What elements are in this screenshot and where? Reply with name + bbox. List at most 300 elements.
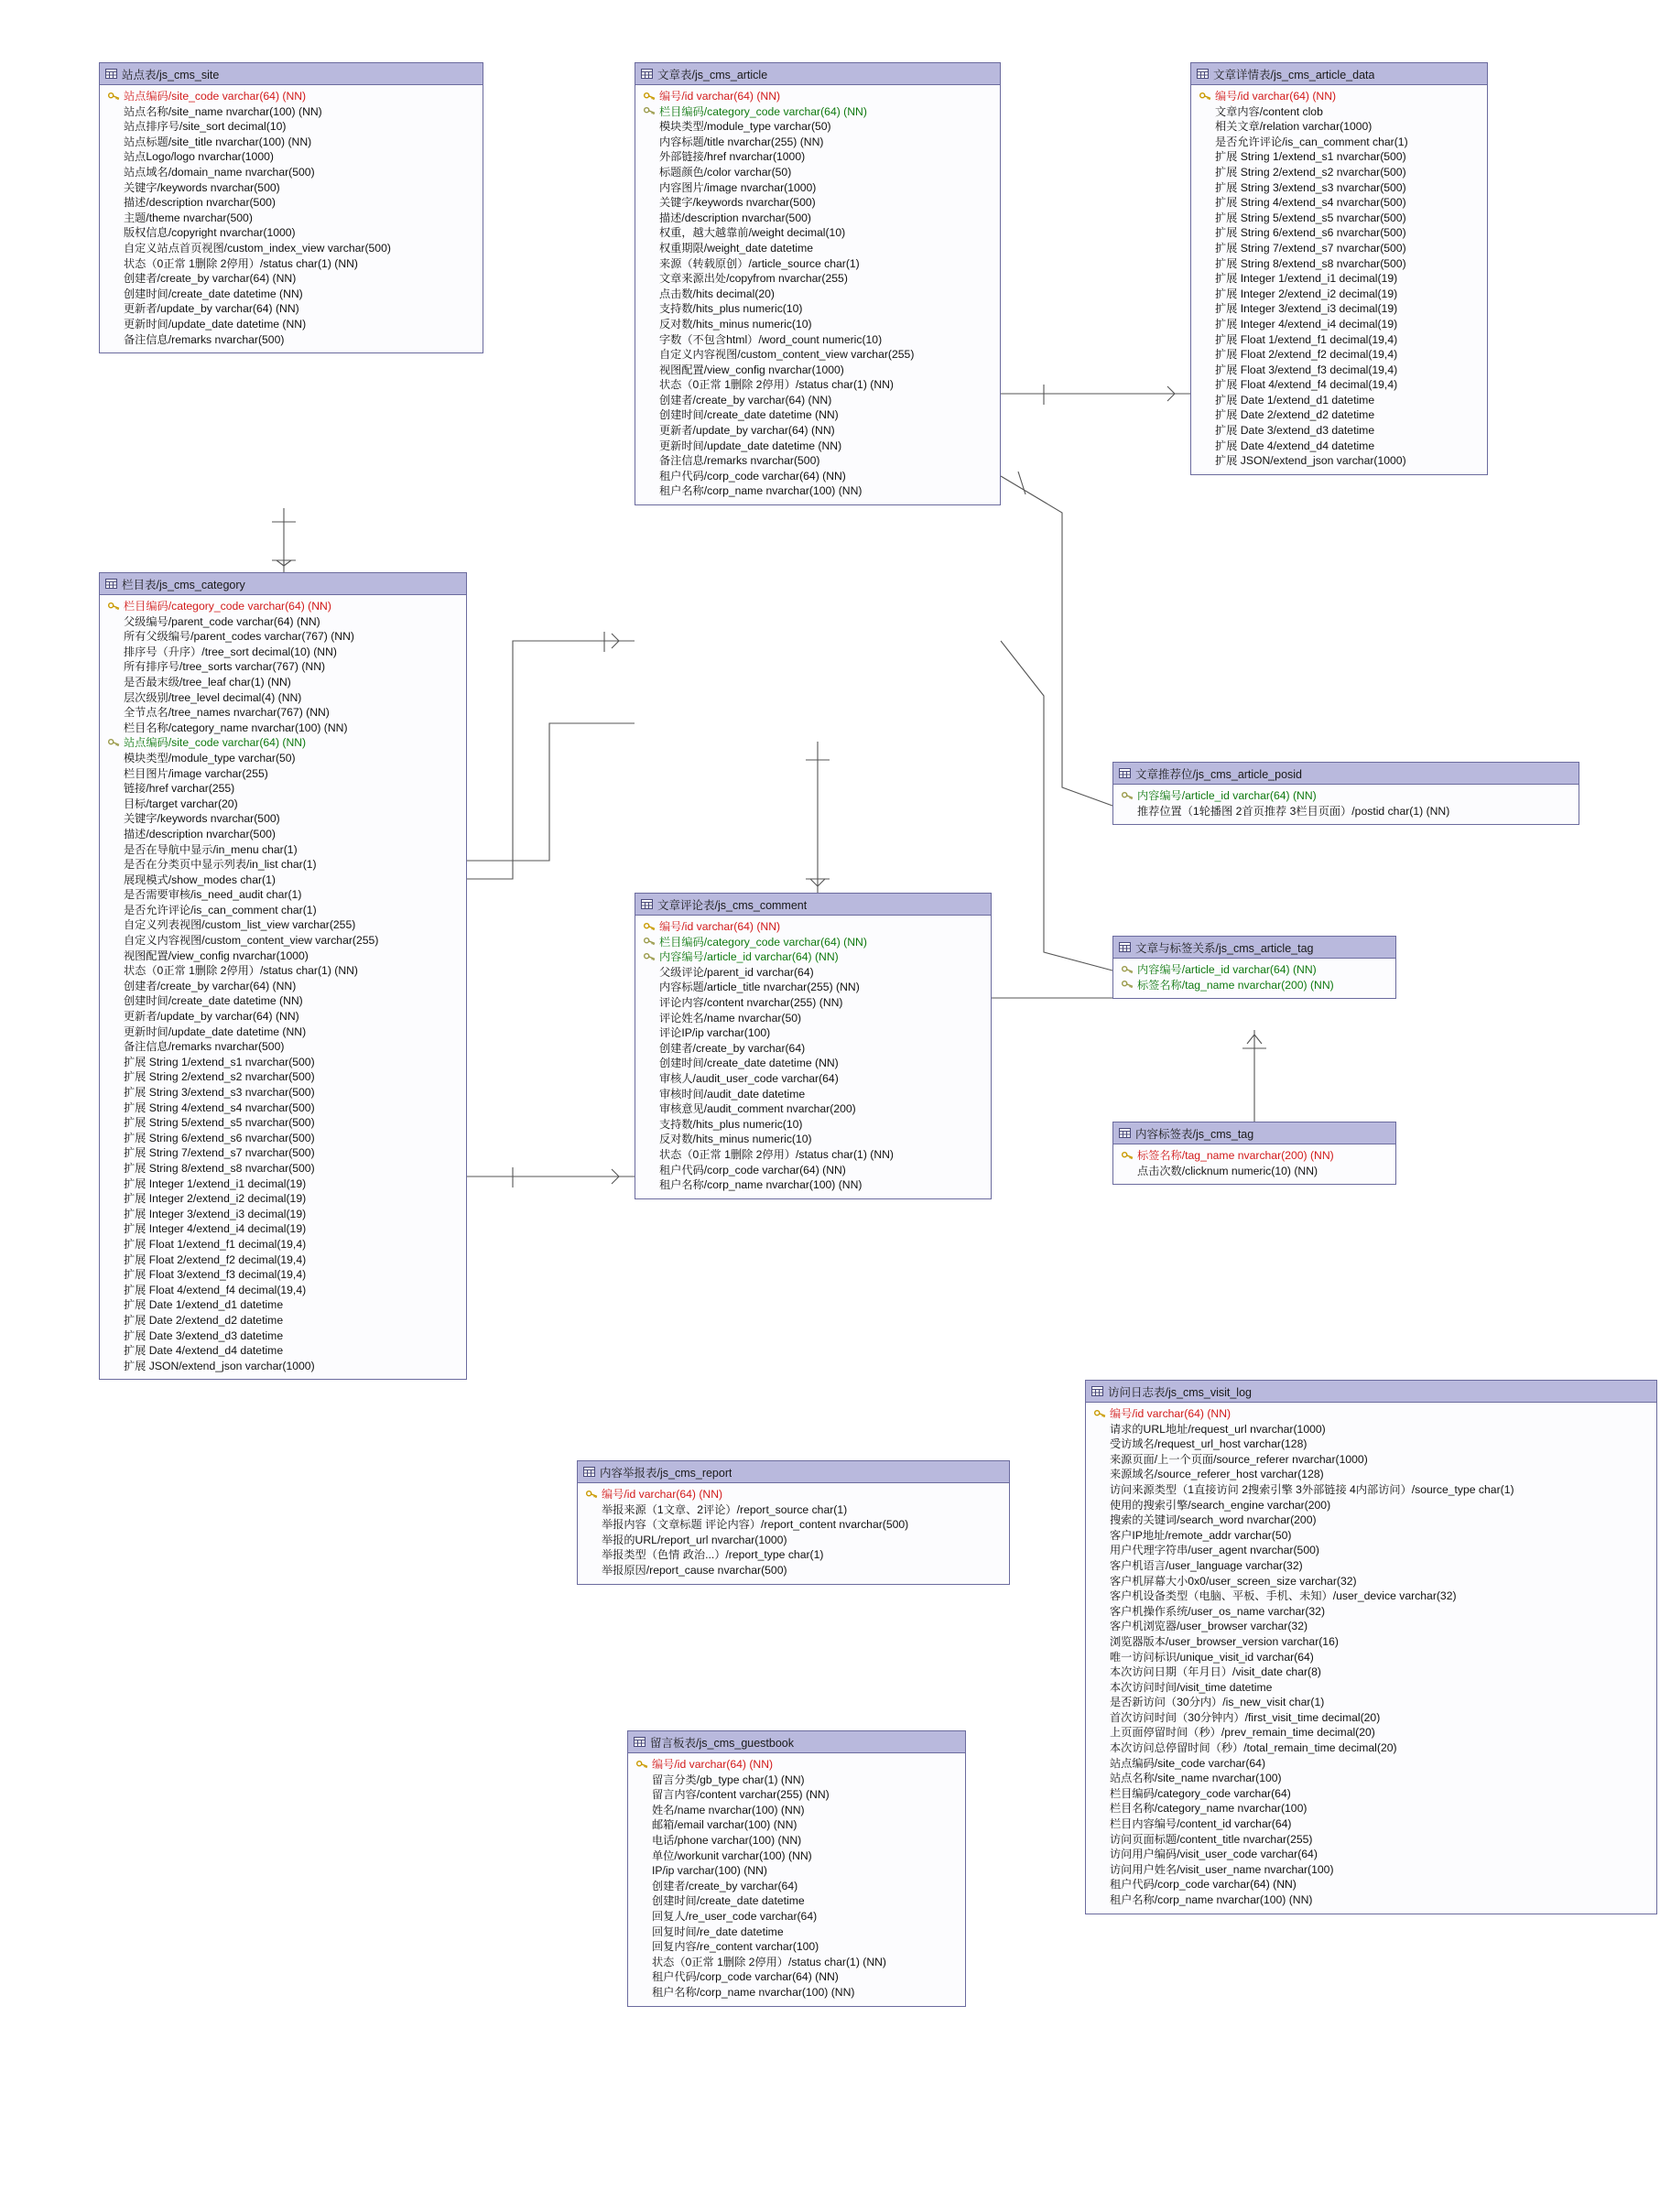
field-label: 客户机浏览器/user_browser varchar(32) xyxy=(1110,1620,1308,1633)
field-label: 扩展 Integer 2/extend_i2 decimal(19) xyxy=(124,1192,307,1206)
table-icon xyxy=(1119,768,1131,778)
field-label: 扩展 String 1/extend_s1 nvarchar(500) xyxy=(1215,150,1406,164)
field-icon-spacer xyxy=(632,1863,652,1879)
key-icon xyxy=(103,89,124,104)
entity-table-visit_log[interactable] xyxy=(1085,1380,1657,1914)
field-row xyxy=(635,1087,991,1102)
field-icon-spacer xyxy=(103,781,124,797)
key-icon xyxy=(639,89,659,104)
field-label: 扩展 String 5/extend_s5 nvarchar(500) xyxy=(1215,211,1406,224)
field-icon-spacer xyxy=(103,1283,124,1298)
field-row xyxy=(1086,1467,1656,1482)
field-label: 姓名/name nvarchar(100) (NN) xyxy=(652,1803,805,1816)
field-icon-spacer xyxy=(639,965,659,981)
field-row xyxy=(100,104,483,120)
field-icon-spacer xyxy=(1195,104,1215,120)
field-row xyxy=(1191,423,1487,439)
field-label: 创建者/create_by varchar(64) xyxy=(652,1879,798,1892)
field-icon-spacer xyxy=(103,690,124,706)
field-icon-spacer xyxy=(1090,1482,1110,1498)
field-row xyxy=(100,659,466,675)
key-icon xyxy=(1090,1406,1110,1422)
field-row xyxy=(635,149,1000,165)
field-label: 扩展 Integer 3/extend_i3 decimal(19) xyxy=(1215,302,1398,316)
field-label: 父级评论/parent_id varchar(64) xyxy=(659,965,814,979)
field-label: 评论IP/ip varchar(100) xyxy=(659,1026,771,1040)
entity-title: 内容标签表/js_cms_tag xyxy=(1135,1127,1254,1141)
field-row xyxy=(635,407,1000,423)
field-icon-spacer xyxy=(1090,1498,1110,1513)
field-row xyxy=(100,887,466,903)
field-label: 备注信息/remarks nvarchar(500) xyxy=(124,1040,285,1054)
field-label: 扩展 Date 2/extend_d2 datetime xyxy=(1215,408,1375,422)
entity-header-tag[interactable] xyxy=(1113,1122,1395,1144)
field-row xyxy=(635,332,1000,348)
field-label: 本次访问日期（年月日）/visit_date char(8) xyxy=(1110,1665,1321,1679)
field-icon-spacer xyxy=(639,363,659,378)
field-label: 扩展 Integer 4/extend_i4 decimal(19) xyxy=(1215,317,1398,331)
field-label: 创建者/create_by varchar(64) (NN) xyxy=(659,393,832,407)
field-row xyxy=(1191,135,1487,150)
field-label: 标签名称/tag_name nvarchar(200) (NN) xyxy=(1137,978,1334,992)
field-row xyxy=(635,935,991,950)
field-icon-spacer xyxy=(103,705,124,721)
entity-fields-article_tag xyxy=(1113,959,1395,998)
field-icon-spacer xyxy=(103,1145,124,1161)
field-icon-spacer xyxy=(581,1533,602,1548)
entity-fields-article_data xyxy=(1191,85,1487,474)
field-icon-spacer xyxy=(1195,256,1215,272)
field-row xyxy=(1086,1847,1656,1862)
field-label: 举报的URL/report_url nvarchar(1000) xyxy=(602,1533,787,1546)
field-row xyxy=(628,1803,965,1818)
field-row xyxy=(1086,1832,1656,1848)
field-row xyxy=(578,1487,1009,1502)
field-label: 受访域名/request_url_host varchar(128) xyxy=(1110,1437,1308,1451)
field-icon-spacer xyxy=(581,1517,602,1533)
field-label: 访问页面标题/content_title nvarchar(255) xyxy=(1110,1832,1313,1846)
field-row xyxy=(635,393,1000,408)
field-row xyxy=(1086,1695,1656,1710)
field-label: 来源页面/上一个页面/source_referer nvarchar(1000) xyxy=(1110,1452,1368,1466)
field-row xyxy=(1191,393,1487,408)
field-row xyxy=(635,135,1000,150)
entity-header-article_tag[interactable] xyxy=(1113,937,1395,959)
field-row xyxy=(628,1939,965,1955)
field-label: 栏目编码/category_code varchar(64) (NN) xyxy=(124,600,331,613)
field-label: 扩展 Integer 3/extend_i3 decimal(19) xyxy=(124,1207,307,1220)
field-icon-spacer xyxy=(1090,1832,1110,1848)
field-row xyxy=(1086,1892,1656,1908)
field-row xyxy=(100,149,483,165)
field-icon-spacer xyxy=(632,1939,652,1955)
field-label: 扩展 String 8/extend_s8 nvarchar(500) xyxy=(124,1161,315,1175)
field-row xyxy=(100,675,466,690)
field-icon-spacer xyxy=(1090,1847,1110,1862)
table-icon xyxy=(641,69,653,79)
entity-table-category[interactable] xyxy=(99,572,467,1380)
entity-header-comment[interactable] xyxy=(635,894,991,916)
field-row xyxy=(100,979,466,994)
field-row xyxy=(100,165,483,180)
field-row xyxy=(635,1011,991,1026)
field-label: 模块类型/module_type varchar(50) xyxy=(124,751,296,764)
field-icon-spacer xyxy=(1090,1710,1110,1726)
key-icon xyxy=(1117,1148,1137,1164)
field-label: 客户机操作系统/user_os_name varchar(32) xyxy=(1110,1604,1326,1618)
field-row xyxy=(635,119,1000,135)
field-label: 扩展 Date 1/extend_d1 datetime xyxy=(124,1298,284,1312)
field-row xyxy=(628,1925,965,1940)
entity-table-site[interactable] xyxy=(99,62,483,353)
key-icon xyxy=(1117,788,1137,804)
field-row xyxy=(578,1563,1009,1578)
field-row xyxy=(1086,1634,1656,1650)
field-icon-spacer xyxy=(639,469,659,484)
field-icon-spacer xyxy=(1195,180,1215,196)
field-icon-spacer xyxy=(639,225,659,241)
field-icon-spacer xyxy=(103,1191,124,1207)
field-label: 扩展 Float 4/extend_f4 decimal(19,4) xyxy=(1215,378,1398,392)
field-row xyxy=(635,423,1000,439)
field-row xyxy=(100,629,466,645)
field-icon-spacer xyxy=(639,453,659,469)
field-label: 链接/href varchar(255) xyxy=(124,782,235,796)
field-icon-spacer xyxy=(103,979,124,994)
field-row xyxy=(100,180,483,196)
field-label: 访问用户姓名/visit_user_name nvarchar(100) xyxy=(1110,1862,1334,1876)
field-label: 是否允许评论/is_can_comment char(1) xyxy=(124,903,317,916)
field-label: 租户代码/corp_code varchar(64) (NN) xyxy=(1110,1878,1297,1892)
field-icon-spacer xyxy=(103,751,124,766)
field-label: 客户IP地址/remote_addr varchar(50) xyxy=(1110,1528,1292,1542)
field-label: 租户代码/corp_code varchar(64) (NN) xyxy=(659,1163,846,1176)
field-icon-spacer xyxy=(1117,804,1137,819)
field-row xyxy=(635,1147,991,1163)
field-icon-spacer xyxy=(639,1041,659,1057)
field-label: 是否在分类页中显示列表/in_list char(1) xyxy=(124,858,317,872)
field-row xyxy=(628,1955,965,1970)
field-row xyxy=(1191,407,1487,423)
entity-table-report[interactable] xyxy=(577,1460,1010,1585)
entity-header-site[interactable] xyxy=(100,63,483,85)
field-row xyxy=(100,1025,466,1040)
field-label: 主题/theme nvarchar(500) xyxy=(124,211,253,224)
field-label: 父级编号/parent_code varchar(64) (NN) xyxy=(124,614,320,628)
field-label: 单位/workunit varchar(100) (NN) xyxy=(652,1849,812,1862)
field-label: 栏目图片/image varchar(255) xyxy=(124,766,268,780)
field-icon-spacer xyxy=(103,332,124,348)
field-icon-spacer xyxy=(1195,453,1215,469)
field-icon-spacer xyxy=(103,317,124,332)
field-row xyxy=(635,919,991,935)
field-icon-spacer xyxy=(103,211,124,226)
field-row xyxy=(1086,1877,1656,1892)
entity-table-article_posid[interactable] xyxy=(1112,762,1579,825)
field-icon-spacer xyxy=(632,1773,652,1788)
field-row xyxy=(635,104,1000,120)
entity-title: 访问日志表/js_cms_visit_log xyxy=(1108,1385,1252,1399)
field-icon-spacer xyxy=(103,1176,124,1192)
field-icon-spacer xyxy=(103,1115,124,1131)
entity-table-guestbook[interactable] xyxy=(627,1730,966,2007)
entity-header-article_posid[interactable] xyxy=(1113,763,1579,785)
field-row xyxy=(100,1252,466,1268)
field-icon-spacer xyxy=(1090,1740,1110,1756)
entity-table-comment[interactable] xyxy=(635,893,992,1199)
field-label: 扩展 String 8/extend_s8 nvarchar(500) xyxy=(1215,256,1406,270)
field-label: 文章内容/content clob xyxy=(1215,104,1323,118)
field-row xyxy=(100,1328,466,1344)
key-icon xyxy=(1195,89,1215,104)
field-label: 所有父级编号/parent_codes varchar(767) (NN) xyxy=(124,630,354,644)
field-label: 扩展 String 2/extend_s2 nvarchar(500) xyxy=(1215,165,1406,179)
field-label: 扩展 Float 1/extend_f1 decimal(19,4) xyxy=(1215,332,1398,346)
field-icon-spacer xyxy=(1090,1574,1110,1589)
field-icon-spacer xyxy=(1090,1558,1110,1574)
field-label: 租户名称/corp_name nvarchar(100) (NN) xyxy=(1110,1893,1313,1906)
field-label: 描述/description nvarchar(500) xyxy=(124,196,276,210)
field-label: 扩展 Float 2/extend_f2 decimal(19,4) xyxy=(1215,348,1398,362)
field-icon-spacer xyxy=(1090,1437,1110,1452)
table-icon xyxy=(634,1737,646,1747)
field-icon-spacer xyxy=(103,225,124,241)
key-icon xyxy=(632,1757,652,1773)
field-icon-spacer xyxy=(639,347,659,363)
entity-fields-site xyxy=(100,85,483,352)
field-icon-spacer xyxy=(639,1117,659,1133)
field-row xyxy=(100,1221,466,1237)
field-icon-spacer xyxy=(103,287,124,302)
field-label: 访问来源类型（1直接访问 2搜索引擎 3外部链接 4内部访问）/source_type char(1) xyxy=(1110,1482,1514,1496)
field-row xyxy=(635,225,1000,241)
field-icon-spacer xyxy=(1090,1695,1110,1710)
field-label: 电话/phone varchar(100) (NN) xyxy=(652,1833,802,1847)
field-icon-spacer xyxy=(639,211,659,226)
field-icon-spacer xyxy=(1195,423,1215,439)
field-row xyxy=(635,180,1000,196)
field-label: 扩展 String 6/extend_s6 nvarchar(500) xyxy=(124,1131,315,1144)
field-label: 推荐位置（1轮播图 2首页推荐 3栏目页面）/postid char(1) (NN) xyxy=(1137,804,1450,818)
entity-table-article_tag[interactable] xyxy=(1112,936,1396,999)
field-label: 视图配置/view_config nvarchar(1000) xyxy=(124,949,309,962)
field-icon-spacer xyxy=(632,1817,652,1833)
field-icon-spacer xyxy=(1195,363,1215,378)
key-icon xyxy=(1117,962,1137,978)
field-label: 租户名称/corp_name nvarchar(100) (NN) xyxy=(659,484,863,498)
field-row xyxy=(100,1176,466,1192)
field-row xyxy=(100,211,483,226)
field-icon-spacer xyxy=(581,1502,602,1518)
field-row xyxy=(635,377,1000,393)
field-row xyxy=(1086,1528,1656,1544)
field-label: 支持数/hits_plus numeric(10) xyxy=(659,302,803,316)
field-label: 首次访问时间（30分钟内）/first_visit_time decimal(20) xyxy=(1110,1710,1381,1724)
field-label: 扩展 String 2/extend_s2 nvarchar(500) xyxy=(124,1070,315,1084)
field-row xyxy=(635,256,1000,272)
field-icon-spacer xyxy=(103,1207,124,1222)
field-row xyxy=(100,857,466,873)
field-label: 自定义列表视图/custom_list_view varchar(255) xyxy=(124,918,356,932)
field-row xyxy=(635,1101,991,1117)
field-icon-spacer xyxy=(632,1849,652,1864)
field-icon-spacer xyxy=(639,332,659,348)
field-row xyxy=(100,1069,466,1085)
field-label: 来源域名/source_referer_host varchar(128) xyxy=(1110,1468,1324,1481)
key-icon xyxy=(639,104,659,120)
field-row xyxy=(100,751,466,766)
field-row xyxy=(100,705,466,721)
field-label: 客户机语言/user_language varchar(32) xyxy=(1110,1558,1303,1572)
field-icon-spacer xyxy=(1195,241,1215,256)
entity-header-visit_log[interactable] xyxy=(1086,1381,1656,1403)
field-row xyxy=(1113,962,1395,978)
field-icon-spacer xyxy=(639,980,659,995)
field-icon-spacer xyxy=(1195,165,1215,180)
field-icon-spacer xyxy=(639,271,659,287)
field-row xyxy=(635,195,1000,211)
field-icon-spacer xyxy=(1195,119,1215,135)
field-row xyxy=(100,949,466,964)
table-icon xyxy=(105,579,117,589)
field-icon-spacer xyxy=(103,1101,124,1116)
field-label: 扩展 Date 3/extend_d3 datetime xyxy=(124,1328,284,1342)
field-label: 邮箱/email varchar(100) (NN) xyxy=(652,1818,798,1832)
field-icon-spacer xyxy=(1090,1634,1110,1650)
field-row xyxy=(100,963,466,979)
field-label: 本次访问时间/visit_time datetime xyxy=(1110,1680,1273,1694)
field-label: 客户机设备类型（电脑、平板、手机、未知）/user_device varchar(32) xyxy=(1110,1589,1457,1603)
field-icon-spacer xyxy=(1195,347,1215,363)
entity-fields-visit_log xyxy=(1086,1403,1656,1914)
entity-header-report[interactable] xyxy=(578,1461,1009,1483)
field-row xyxy=(1191,195,1487,211)
field-icon-spacer xyxy=(639,1087,659,1102)
field-icon-spacer xyxy=(1090,1513,1110,1528)
field-row xyxy=(1086,1452,1656,1468)
field-icon-spacer xyxy=(1195,287,1215,302)
field-row xyxy=(578,1547,1009,1563)
field-icon-spacer xyxy=(103,1085,124,1101)
field-row xyxy=(635,949,991,965)
field-row xyxy=(628,1985,965,2001)
field-icon-spacer xyxy=(103,645,124,660)
entity-table-article[interactable] xyxy=(635,62,1001,505)
field-row xyxy=(1086,1756,1656,1772)
field-icon-spacer xyxy=(639,135,659,150)
field-label: 扩展 Integer 1/extend_i1 decimal(19) xyxy=(124,1176,307,1190)
field-label: 举报原因/report_cause nvarchar(500) xyxy=(602,1563,787,1577)
field-row xyxy=(1191,149,1487,165)
field-icon-spacer xyxy=(103,1328,124,1344)
field-label: 内容编号/article_id varchar(64) (NN) xyxy=(1137,963,1317,976)
field-icon-spacer xyxy=(103,104,124,120)
field-icon-spacer xyxy=(103,256,124,272)
entity-table-article_data[interactable] xyxy=(1190,62,1488,475)
field-row xyxy=(1113,1148,1395,1164)
field-icon-spacer xyxy=(1090,1892,1110,1908)
field-label: 标题颜色/color varchar(50) xyxy=(659,165,792,179)
field-row xyxy=(628,1773,965,1788)
field-icon-spacer xyxy=(1090,1680,1110,1696)
field-icon-spacer xyxy=(1090,1786,1110,1802)
entity-title: 文章推荐位/js_cms_article_posid xyxy=(1135,767,1302,781)
field-row xyxy=(1086,1664,1656,1680)
field-label: 自定义内容视图/custom_content_view varchar(255) xyxy=(124,934,379,948)
field-row xyxy=(1191,332,1487,348)
entity-header-guestbook[interactable] xyxy=(628,1731,965,1753)
entity-title: 文章表/js_cms_article xyxy=(657,68,768,81)
field-icon-spacer xyxy=(1195,195,1215,211)
field-label: 回复人/re_user_code varchar(64) xyxy=(652,1909,818,1923)
field-row xyxy=(100,842,466,858)
entity-fields-tag xyxy=(1113,1144,1395,1184)
field-icon-spacer xyxy=(581,1547,602,1563)
field-row xyxy=(1191,89,1487,104)
field-row xyxy=(100,690,466,706)
field-label: 是否在导航中显示/in_menu char(1) xyxy=(124,842,298,856)
field-row xyxy=(1086,1574,1656,1589)
field-row xyxy=(635,165,1000,180)
field-row xyxy=(635,965,991,981)
field-label: 站点编码/site_code varchar(64) (NN) xyxy=(124,90,307,103)
field-icon-spacer xyxy=(639,180,659,196)
field-label: 编号/id varchar(64) (NN) xyxy=(1110,1407,1232,1420)
field-label: 站点编码/site_code varchar(64) (NN) xyxy=(124,736,307,750)
field-icon-spacer xyxy=(639,1163,659,1178)
field-row xyxy=(628,1863,965,1879)
field-label: 租户代码/corp_code varchar(64) (NN) xyxy=(652,1970,839,1984)
field-icon-spacer xyxy=(103,827,124,842)
field-label: 是否新访问（30分内）/is_new_visit char(1) xyxy=(1110,1696,1325,1709)
field-row xyxy=(1191,439,1487,454)
entity-header-category[interactable] xyxy=(100,573,466,595)
field-icon-spacer xyxy=(1090,1664,1110,1680)
entity-table-tag[interactable] xyxy=(1112,1122,1396,1185)
field-label: 扩展 Float 3/extend_f3 decimal(19,4) xyxy=(1215,363,1398,376)
entity-header-article[interactable] xyxy=(635,63,1000,85)
field-row xyxy=(100,1131,466,1146)
key-icon xyxy=(639,949,659,965)
field-icon-spacer xyxy=(103,903,124,918)
field-label: 编号/id varchar(64) (NN) xyxy=(659,90,781,103)
field-icon-spacer xyxy=(103,857,124,873)
key-icon xyxy=(581,1487,602,1502)
field-icon-spacer xyxy=(103,917,124,933)
entity-fields-report xyxy=(578,1483,1009,1584)
field-label: 字数（不包含html）/word_count numeric(10) xyxy=(659,332,883,346)
entity-header-article_data[interactable] xyxy=(1191,63,1487,85)
field-icon-spacer xyxy=(103,993,124,1009)
field-icon-spacer xyxy=(632,1803,652,1818)
field-row xyxy=(628,1817,965,1833)
field-icon-spacer xyxy=(103,1025,124,1040)
field-label: 是否最末级/tree_leaf char(1) (NN) xyxy=(124,675,291,689)
field-label: 外部链接/href nvarchar(1000) xyxy=(659,150,806,164)
field-label: 站点名称/site_name nvarchar(100) (NN) xyxy=(124,104,322,118)
field-label: 扩展 String 4/extend_s4 nvarchar(500) xyxy=(1215,196,1406,210)
field-icon-spacer xyxy=(639,995,659,1011)
field-row xyxy=(1191,377,1487,393)
field-row xyxy=(1086,1786,1656,1802)
field-row xyxy=(100,1237,466,1252)
field-icon-spacer xyxy=(639,287,659,302)
field-row xyxy=(1086,1437,1656,1452)
field-label: 更新者/update_by varchar(64) (NN) xyxy=(659,424,835,438)
field-label: 创建时间/create_date datetime (NN) xyxy=(659,408,839,422)
field-label: 扩展 String 1/extend_s1 nvarchar(500) xyxy=(124,1055,315,1068)
field-row xyxy=(635,211,1000,226)
